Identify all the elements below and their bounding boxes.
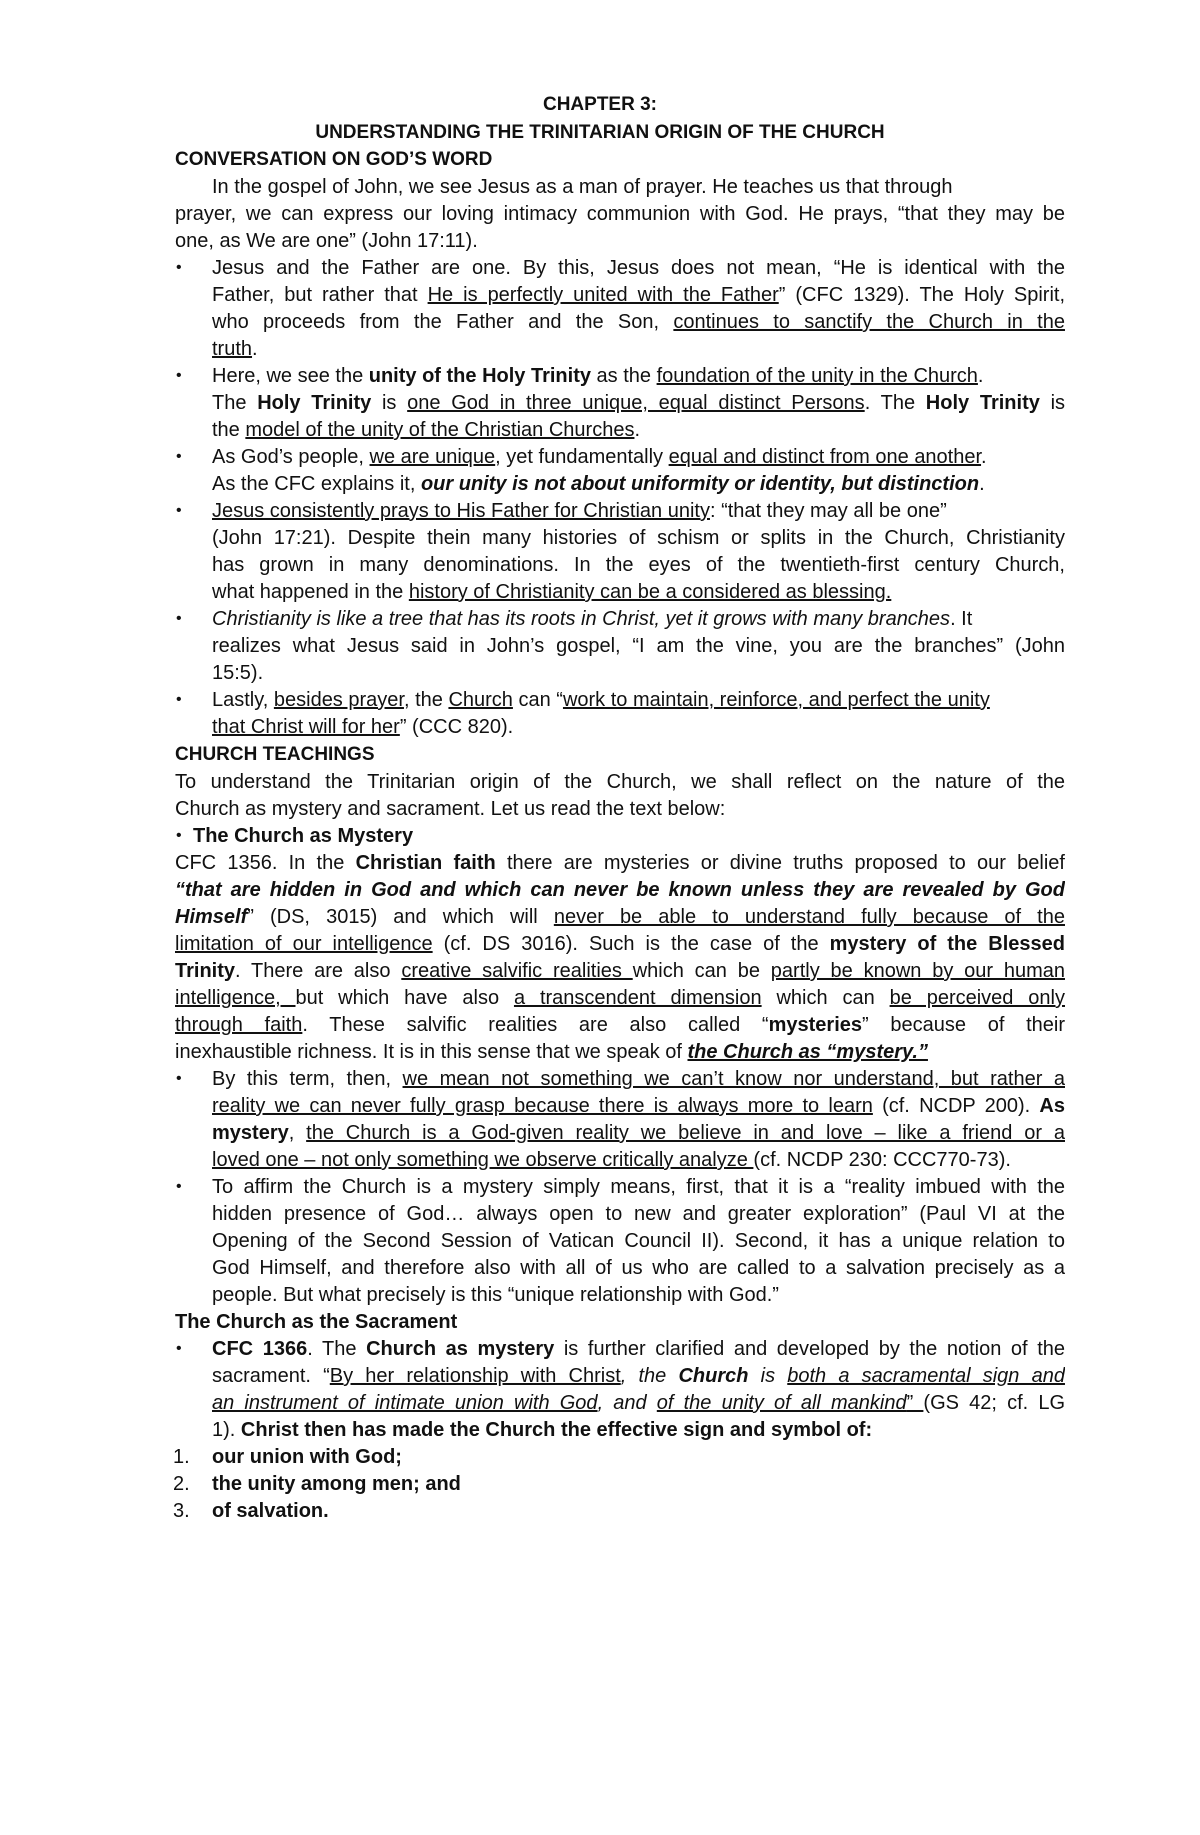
- bullet5-line-1: Christianity is like a tree that has its roots in Christ, yet it grows with many branches. It: [212, 608, 973, 630]
- sacrament-line-1: CFC 1366. The Church as mystery is further clarified and developed by the notion of the: [212, 1338, 1065, 1360]
- bullet1-line-2: Father, but rather that He is perfectly united with the Father” (CFC 1329). The Holy Spirit,: [212, 284, 1065, 306]
- teachings-intro-line-2: Church as mystery and sacrament. Let us read the text below:: [175, 798, 726, 820]
- chapter-title: CHAPTER 3:: [542, 94, 657, 115]
- section-heading-conversation: CONVERSATION ON GOD’S WORD: [175, 149, 493, 170]
- sacrament-line-3: an instrument of intimate union with God, and of the unity of all mankind” (GS 42; cf. LG: [212, 1392, 1065, 1414]
- mystery-bullet2-line-2: hidden presence of God… always open to new and greater exploration” (Paul VI at the: [212, 1203, 1065, 1225]
- bullet-glyph: •: [176, 827, 182, 844]
- chapter-subtitle: UNDERSTANDING THE TRINITARIAN ORIGIN OF THE CHURCH: [315, 122, 885, 143]
- bullet2-line-3: the model of the unity of the Christian Churches.: [212, 419, 641, 441]
- mystery-line-8: inexhaustible richness. It is in this sense that we speak of the Church as “mystery.”: [175, 1041, 928, 1063]
- bullet1-line-4: truth.: [212, 338, 258, 360]
- bullet-glyph: •: [176, 259, 182, 276]
- intro-line-2: prayer, we can express our loving intimacy communion with God. He prays, “that they may be: [175, 203, 1065, 225]
- mystery-bullet2-line-5: people. But what precisely is this “unique relationship with God.”: [212, 1284, 779, 1306]
- list-number: 2.: [173, 1473, 190, 1495]
- list-item: the unity among men; and: [212, 1473, 461, 1495]
- list-item: of salvation.: [212, 1500, 329, 1522]
- bullet5-line-3: 15:5).: [212, 662, 264, 684]
- bullet2-line-2: The Holy Trinity is one God in three unique, equal distinct Persons. The Holy Trinity is: [212, 392, 1065, 414]
- sacrament-line-2: sacrament. “By her relationship with Christ, the Church is both a sacramental sign and: [212, 1365, 1065, 1387]
- bullet6-line-2: that Christ will for her” (CCC 820).: [212, 716, 514, 738]
- mystery-line-3: Himself” (DS, 3015) and which will never be able to understand fully because of the: [175, 906, 1065, 928]
- bullet1-line-1: Jesus and the Father are one. By this, Jesus does not mean, “He is identical with the: [212, 257, 1065, 279]
- bullet5-line-2: realizes what Jesus said in John’s gospel, “I am the vine, you are the branches” (John: [212, 635, 1065, 657]
- mystery-bullet1-line-2: reality we can never fully grasp because there is always more to learn (cf. NCDP 200). As: [212, 1095, 1065, 1117]
- bullet-glyph: •: [176, 1340, 182, 1357]
- mystery-bullet1-line-1: By this term, then, we mean not something we can’t know nor understand, but rather a: [212, 1068, 1065, 1090]
- mystery-line-2: “that are hidden in God and which can never be known unless they are revealed by God: [175, 879, 1065, 901]
- mystery-line-7: through faith. These salvific realities are also called “mysteries” because of their: [175, 1014, 1065, 1036]
- bullet-glyph: •: [176, 1178, 182, 1195]
- sacrament-line-4: 1). Christ then has made the Church the effective sign and symbol of:: [212, 1419, 873, 1441]
- mystery-line-4: limitation of our intelligence (cf. DS 3016). Such is the case of the mystery of the Blessed: [175, 933, 1065, 955]
- mystery-bullet2-line-1: To affirm the Church is a mystery simply means, first, that it is a “reality imbued with the: [212, 1176, 1065, 1198]
- bullet2-line-1: Here, we see the unity of the Holy Trinity as the foundation of the unity in the Church.: [212, 365, 984, 387]
- mystery-line-1: CFC 1356. In the Christian faith there are mysteries or divine truths proposed to our belief: [175, 852, 1065, 874]
- bullet4-line-1: Jesus consistently prays to His Father for Christian unity: “that they may all be one”: [212, 500, 947, 522]
- mystery-bullet1-line-3: mystery, the Church is a God-given reality we believe in and love – like a friend or a: [212, 1122, 1065, 1144]
- bullet3-line-2: As the CFC explains it, our unity is not about uniformity or identity, but distinction.: [212, 473, 985, 495]
- mystery-bullet2-line-4: God Himself, and therefore also with all of us who are called to a salvation precisely as a: [212, 1257, 1065, 1279]
- bullet-glyph: •: [176, 502, 182, 519]
- bullet3-line-1: As God’s people, we are unique, yet fundamentally equal and distinct from one another.: [212, 446, 987, 468]
- mystery-bullet2-line-3: Opening of the Second Session of Vatican Council II). Second, it has a unique relation to: [212, 1230, 1065, 1252]
- teachings-intro-line-1: To understand the Trinitarian origin of the Church, we shall reflect on the nature of the: [175, 771, 1065, 793]
- subheading-church-as-mystery: The Church as Mystery: [193, 825, 414, 847]
- bullet-glyph: •: [176, 1070, 182, 1087]
- bullet4-line-4: what happened in the history of Christianity can be a considered as blessing.: [212, 581, 892, 603]
- bullet4-line-2: (John 17:21). Despite thein many histories of schism or splits in the Church, Christianity: [212, 527, 1065, 549]
- bullet-glyph: •: [176, 367, 182, 384]
- intro-line-3: one, as We are one” (John 17:11).: [175, 230, 478, 252]
- intro-line-1: In the gospel of John, we see Jesus as a man of prayer. He teaches us that through: [212, 176, 953, 198]
- bullet1-line-3: who proceeds from the Father and the Son, continues to sanctify the Church in the: [212, 311, 1065, 333]
- list-item: our union with God;: [212, 1446, 402, 1468]
- mystery-line-5: Trinity. There are also creative salvific realities which can be partly be known by our human: [175, 960, 1065, 982]
- list-number: 3.: [173, 1500, 190, 1522]
- subheading-church-as-sacrament: The Church as the Sacrament: [175, 1311, 458, 1333]
- bullet-glyph: •: [176, 610, 182, 627]
- bullet-glyph: •: [176, 691, 182, 708]
- section-heading-teachings: CHURCH TEACHINGS: [175, 744, 375, 765]
- list-number: 1.: [173, 1446, 190, 1468]
- mystery-line-6: intelligence, but which have also a transcendent dimension which can be perceived only: [175, 987, 1065, 1009]
- bullet4-line-3: has grown in many denominations. In the eyes of the twentieth-first century Church,: [212, 554, 1065, 576]
- bullet6-line-1: Lastly, besides prayer, the Church can “work to maintain, reinforce, and perfect the unity: [212, 689, 990, 711]
- bullet-glyph: •: [176, 448, 182, 465]
- mystery-bullet1-line-4: loved one – not only something we observe critically analyze (cf. NCDP 230: CCC770-73).: [212, 1149, 1011, 1171]
